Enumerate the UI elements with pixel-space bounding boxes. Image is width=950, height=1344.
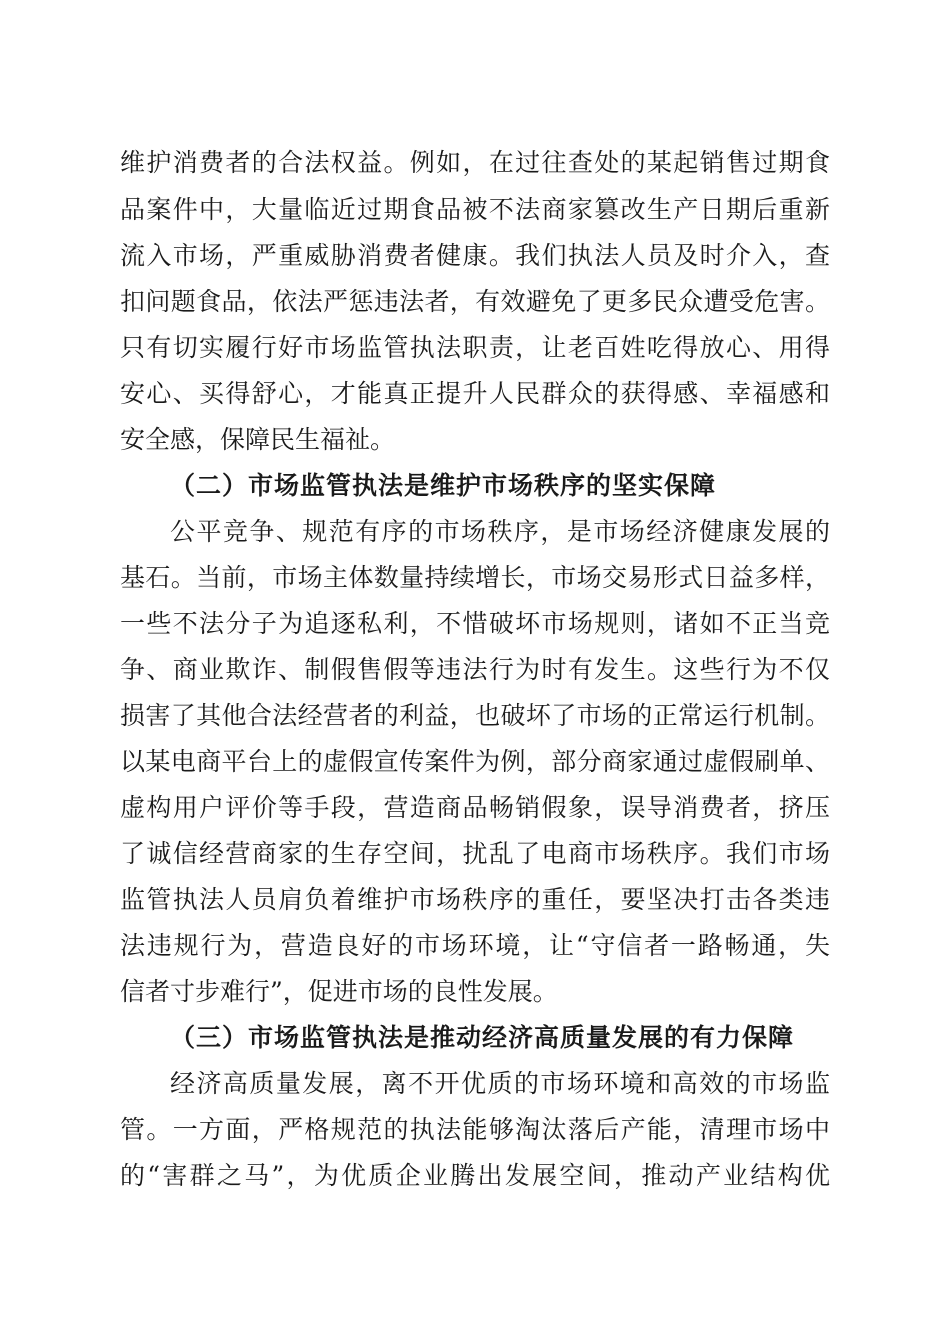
paragraph-line: 公平竞争、规范有序的市场秩序，是市场经济健康发展的 <box>170 517 830 546</box>
paragraph-line: 法违规行为，营造良好的市场环境，让“守信者一路畅通，失 <box>120 931 830 960</box>
paragraph-line: 信者寸步难行”，促进市场的良性发展。 <box>120 977 558 1006</box>
paragraph-line: 品案件中，大量临近过期食品被不法商家篡改生产日期后重新 <box>120 195 830 224</box>
paragraph-line: 安心、买得舒心，才能真正提升人民群众的获得感、幸福感和 <box>120 379 830 408</box>
paragraph-line: 虚构用户评价等手段，营造商品畅销假象，误导消费者，挤压 <box>120 793 830 822</box>
section-heading-3: （三）市场监管执法是推动经济高质量发展的有力保障 <box>170 1023 795 1052</box>
section-heading-2: （二）市场监管执法是维护市场秩序的坚实保障 <box>170 471 717 500</box>
paragraph-line: 基石。当前，市场主体数量持续增长，市场交易形式日益多样， <box>120 563 830 592</box>
paragraph-line: 的“害群之马”，为优质企业腾出发展空间，推动产业结构优 <box>120 1161 830 1190</box>
paragraph-line: 一些不法分子为追逐私利，不惜破坏市场规则，诸如不正当竞 <box>120 609 830 638</box>
paragraph-line: 扣问题食品，依法严惩违法者，有效避免了更多民众遭受危害。 <box>120 287 830 316</box>
paragraph-line: 只有切实履行好市场监管执法职责，让老百姓吃得放心、用得 <box>120 333 830 362</box>
paragraph-line: 监管执法人员肩负着维护市场秩序的重任，要坚决打击各类违 <box>120 885 830 914</box>
paragraph-line: 经济高质量发展，离不开优质的市场环境和高效的市场监 <box>170 1069 830 1098</box>
paragraph-line: 以某电商平台上的虚假宣传案件为例，部分商家通过虚假刷单、 <box>120 747 830 776</box>
paragraph-line: 管。一方面，严格规范的执法能够淘汰落后产能，清理市场中 <box>120 1115 830 1144</box>
paragraph-line: 安全感，保障民生福祉。 <box>120 425 396 454</box>
paragraph-line: 流入市场，严重威胁消费者健康。我们执法人员及时介入，查 <box>120 241 830 270</box>
paragraph-line: 损害了其他合法经营者的利益，也破坏了市场的正常运行机制。 <box>120 701 830 730</box>
paragraph-line: 了诚信经营商家的生存空间，扰乱了电商市场秩序。我们市场 <box>120 839 830 868</box>
paragraph-line: 争、商业欺诈、制假售假等违法行为时有发生。这些行为不仅 <box>120 655 830 684</box>
paragraph-line: 维护消费者的合法权益。例如，在过往查处的某起销售过期食 <box>120 148 830 177</box>
